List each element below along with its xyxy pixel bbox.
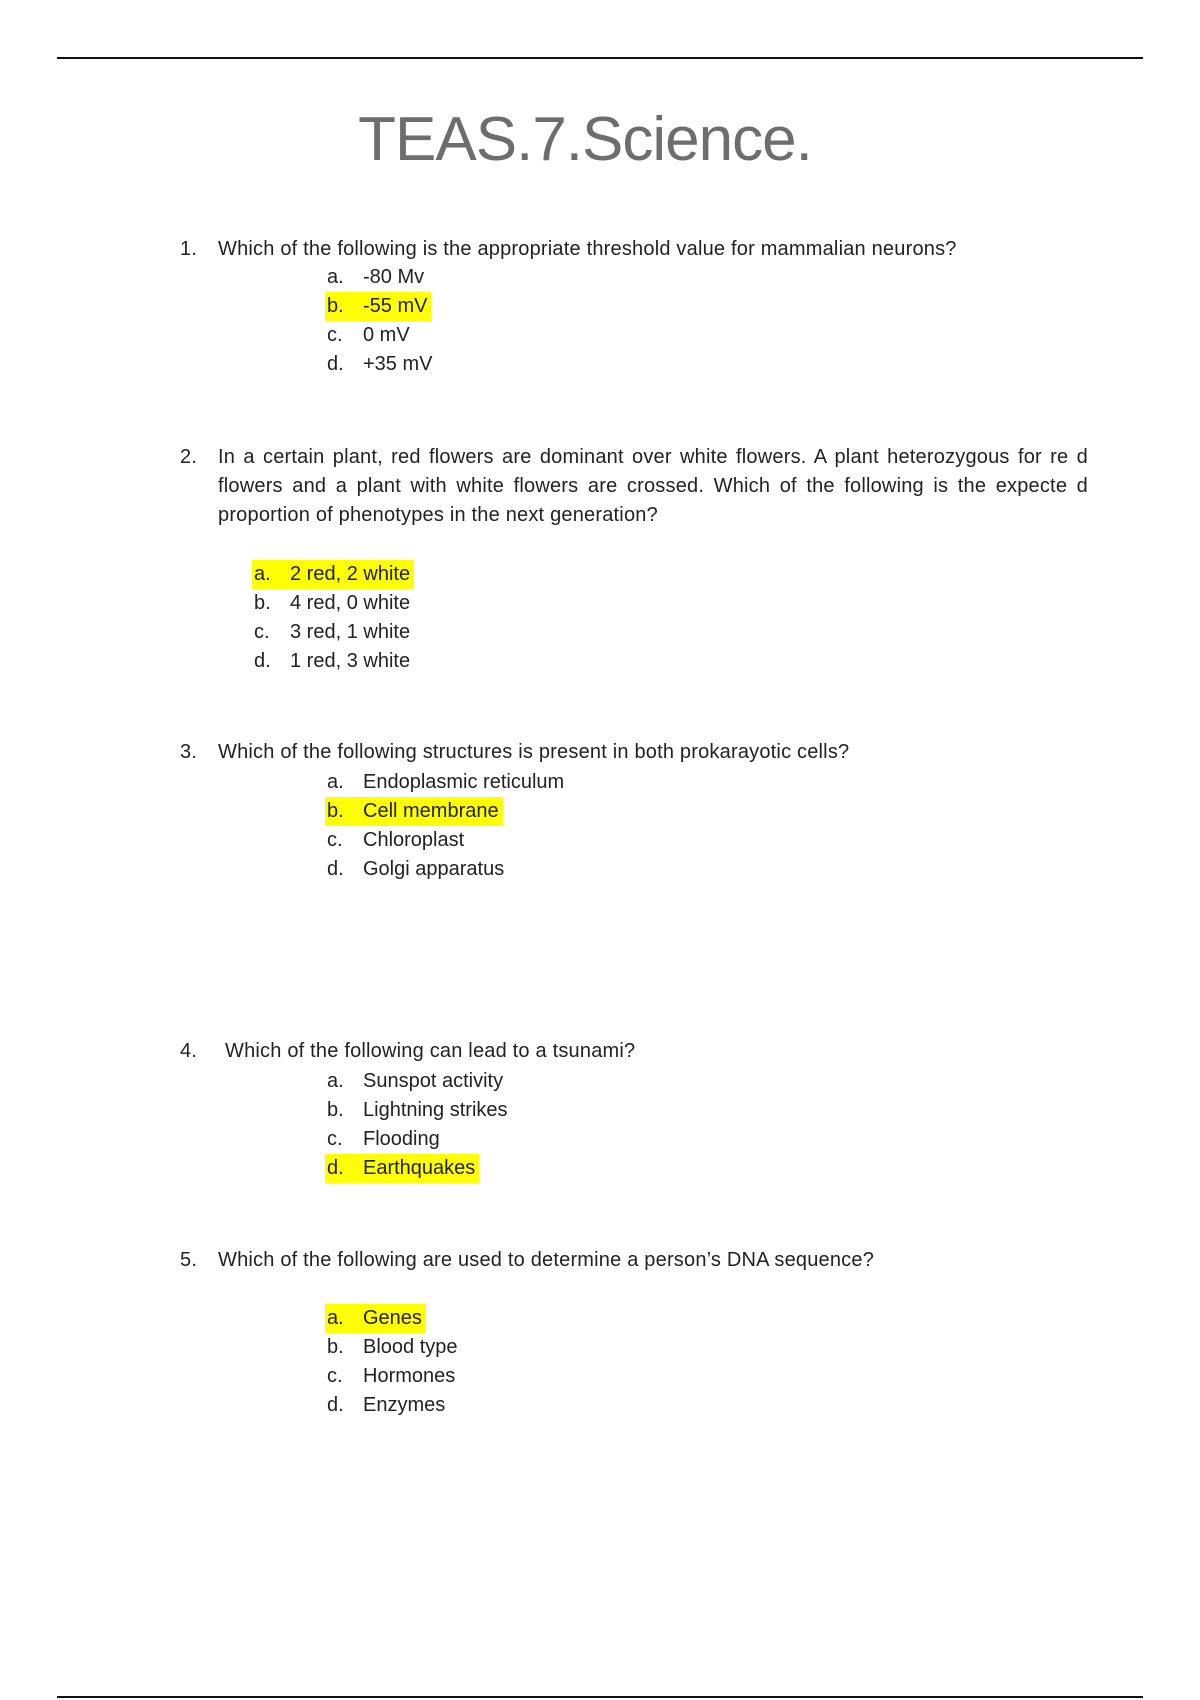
question-text: Which of the following structures is present in both prokarayotic cells? [218,741,850,763]
question-2-options [254,560,414,676]
option-b[interactable]: b. Blood type [327,1336,458,1358]
option-d[interactable]: d. Enzymes [327,1394,446,1416]
option-d[interactable]: d. +35 mV [327,353,433,375]
question-number: 3. [180,741,198,763]
question-text: Which of the following can lead to a tsunami? [225,1040,636,1062]
question-text: Which of the following are used to determine a person’s DNA sequence? [218,1249,875,1271]
question-number: 1. [180,238,198,260]
question-1 [180,235,1088,264]
question-2 [180,443,1088,530]
question-text: In a certain plant, red flowers are dominant over white flowers. A plant heterozygous for re d flowers and a plant with white flowers are crossed. Which of the following is the expecte d proportion of phenotypes in the next generation? [218,446,1088,526]
question-4-options [327,1067,512,1183]
question-5 [180,1246,1088,1275]
option-c[interactable]: c. Flooding [327,1128,440,1150]
option-b[interactable]: b. Lightning strikes [327,1099,508,1121]
bottom-divider [57,1696,1143,1698]
question-text: Which of the following is the appropriate threshold value for mammalian neurons? [218,238,957,260]
option-b[interactable]: b. 4 red, 0 white [254,592,411,614]
option-d-highlighted[interactable]: d. Earthquakes [327,1154,512,1183]
option-a[interactable]: a. Endoplasmic reticulum [327,771,565,793]
question-4 [180,1037,1088,1066]
page-title: TEAS.7.Science. [358,105,812,174]
question-number: 4. [180,1040,198,1062]
question-3-options [327,768,568,884]
question-number: 2. [180,446,198,468]
question-3 [180,738,1088,767]
option-c[interactable]: c. Chloroplast [327,829,465,851]
option-a[interactable]: a. -80 Mv [327,266,425,288]
option-b-highlighted[interactable]: b. Cell membrane [327,797,568,826]
question-5-options [327,1304,462,1420]
option-b-highlighted[interactable]: b. -55 mV [327,292,436,321]
option-a-highlighted[interactable]: a. Genes [327,1304,462,1333]
top-divider [57,57,1143,59]
option-d[interactable]: d. 1 red, 3 white [254,650,411,672]
option-c[interactable]: c. Hormones [327,1365,456,1387]
question-1-options [327,263,436,379]
option-a[interactable]: a. Sunspot activity [327,1070,504,1092]
option-c[interactable]: c. 3 red, 1 white [254,621,411,643]
option-d[interactable]: d. Golgi apparatus [327,858,505,880]
option-a-highlighted[interactable]: a. 2 red, 2 white [254,560,414,589]
question-number: 5. [180,1249,198,1271]
option-c[interactable]: c. 0 mV [327,324,410,346]
